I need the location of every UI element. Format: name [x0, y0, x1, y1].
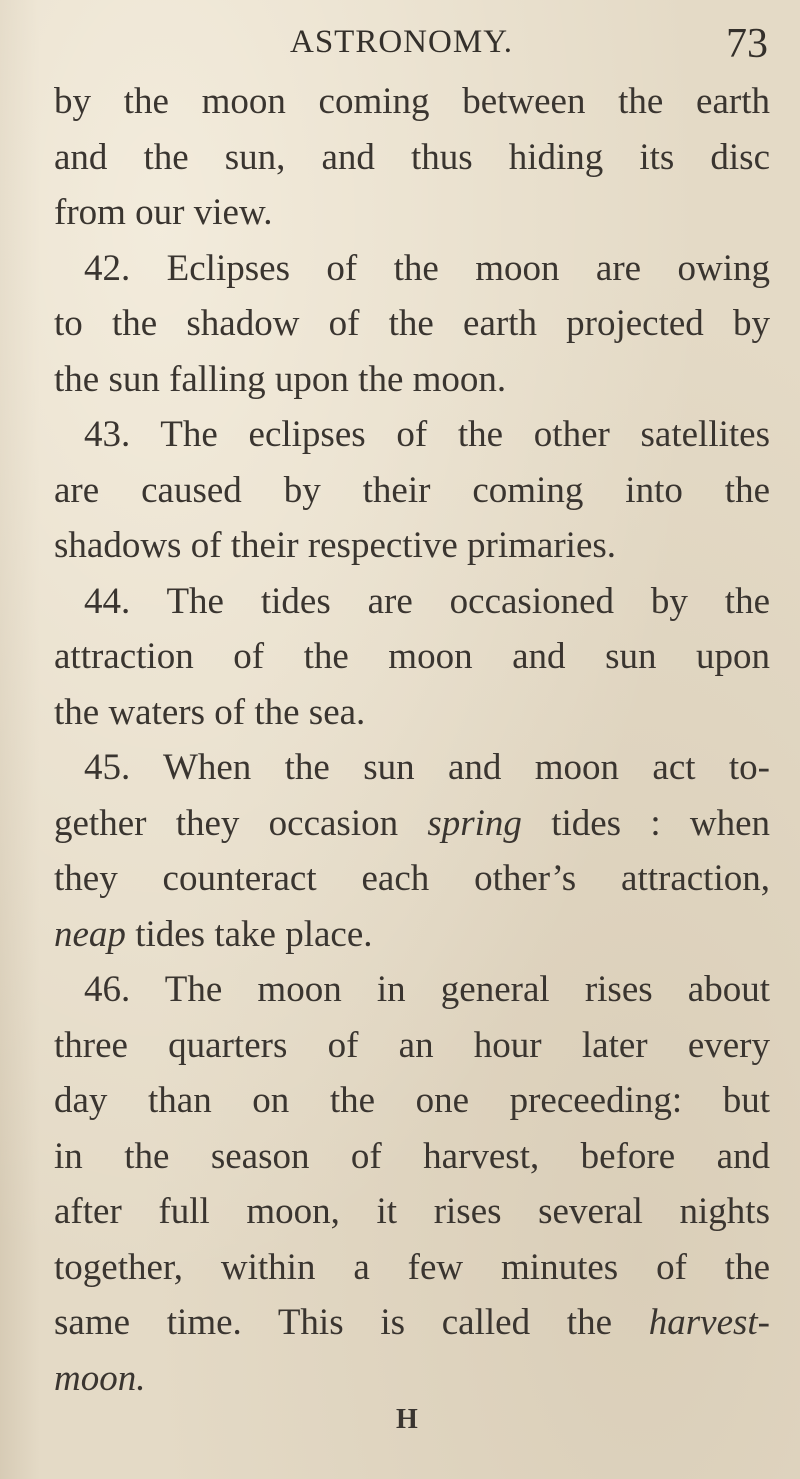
text-segment: gether they occasion: [54, 802, 428, 844]
paragraph-46: [54, 962, 770, 1406]
text-line: to the shadow of the earth projected by: [54, 303, 770, 344]
paragraph-continuation: [54, 74, 770, 241]
text-line: they counteract each other’s attraction,: [54, 858, 770, 899]
text-line: and the sun, and thus hiding its disc: [54, 136, 770, 178]
text-line: by the moon coming between the earth: [54, 81, 770, 122]
text-line: [54, 1295, 770, 1351]
text-segment: tides : when: [521, 802, 770, 844]
paragraph-42: [54, 241, 770, 408]
text-segment: tides take place.: [125, 913, 373, 955]
text-line: from our view.: [54, 192, 273, 233]
text-line: [54, 796, 770, 852]
text-line: 42. Eclipses of the moon are owing: [84, 247, 770, 289]
text-line: in the season of harvest, before and: [54, 1135, 770, 1177]
text-line: 44. The tides are occasioned by the: [84, 580, 770, 622]
page-number: 73: [726, 21, 768, 67]
text-line: 43. The eclipses of the other satellites: [84, 414, 770, 455]
text-line: 45. When the sun and moon act to-: [84, 747, 770, 788]
running-title: ASTRONOMY.: [290, 24, 514, 60]
text-line: shadows of their respective primaries.: [54, 525, 617, 566]
paragraph-43: [54, 407, 770, 574]
text-line: 46. The moon in general rises about: [84, 969, 770, 1010]
text-line: together, within a few minutes of the: [54, 1246, 770, 1288]
term-moon: moon.: [54, 1357, 146, 1399]
term-neap: neap: [54, 913, 126, 955]
text-line: attraction of the moon and sun upon: [54, 636, 770, 677]
term-harvest: harvest-: [648, 1302, 770, 1343]
text-line: day than on the one preceeding: but: [54, 1080, 770, 1121]
paragraph-45: [54, 740, 770, 962]
text-segment: same time. This is called the: [54, 1302, 649, 1343]
running-head: [40, 14, 780, 70]
paragraph-44: [54, 574, 770, 741]
term-spring: spring: [427, 802, 522, 844]
signature-mark: H: [396, 1404, 418, 1435]
text-line: after full moon, it rises several nights: [54, 1191, 770, 1232]
text-line: the waters of the sea.: [54, 691, 366, 733]
text-line: [54, 1351, 770, 1407]
text-line: [54, 907, 770, 963]
text-line: three quarters of an hour later every: [54, 1024, 770, 1066]
text-line: the sun falling upon the moon.: [54, 358, 507, 400]
text-line: are caused by their coming into the: [54, 469, 770, 511]
body-text: [54, 74, 770, 1406]
